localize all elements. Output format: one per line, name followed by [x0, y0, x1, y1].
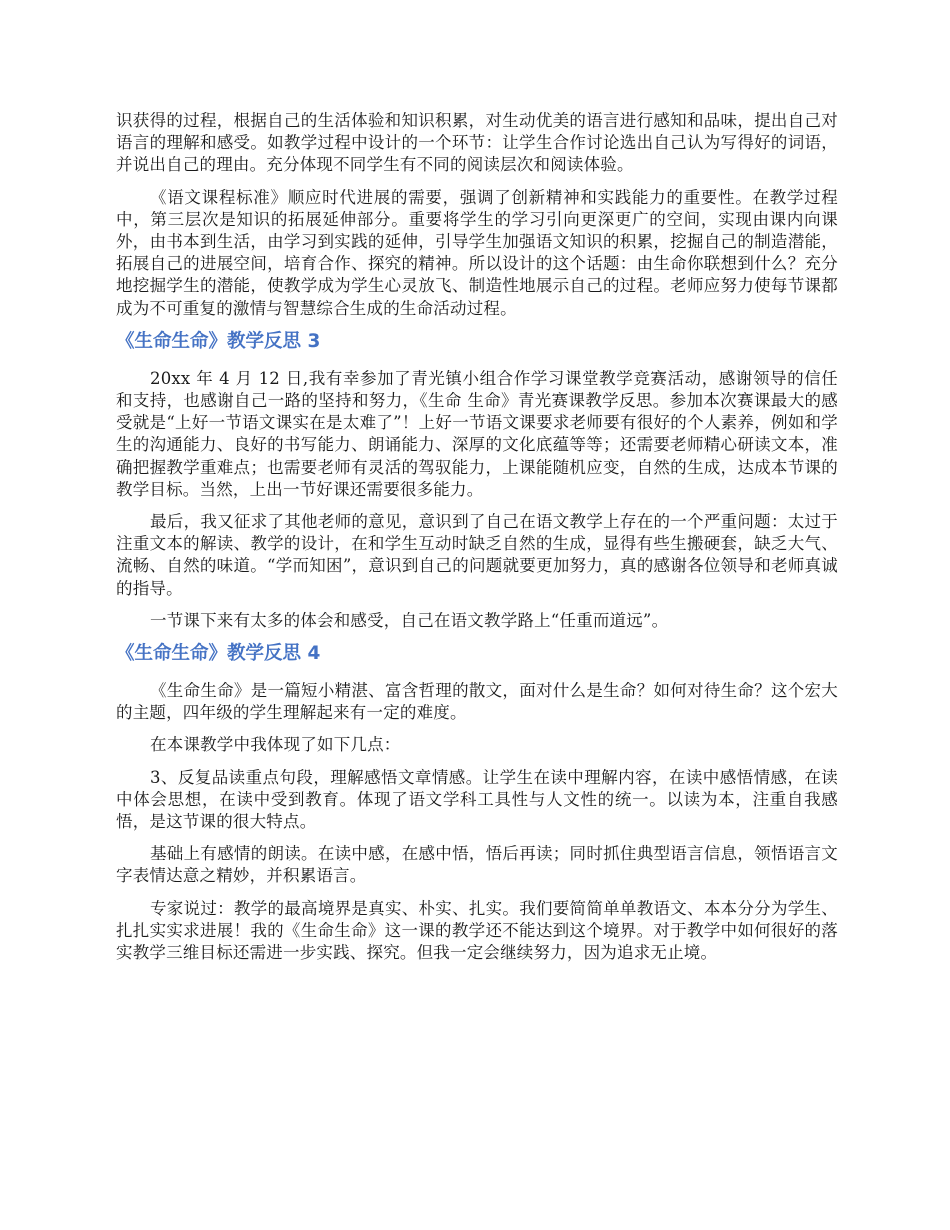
paragraph: 最后，我又征求了其他老师的意见，意识到了自己在语文教学上存在的一个严重问题：太过于注重文本的解读、教学的设计，在和学生互动时缺乏自然的生成，显得有些生搬硬套，缺乏大气、流畅、自然的味道。“学而知困”，意识到自己的问题就要更加努力，真的感谢各位领导和老师真诚的指导。: [116, 512, 838, 598]
paragraph: 一节课下来有太多的体会和感受，自己在语文教学路上“任重而道远”。: [150, 610, 669, 630]
section-heading: 《生命生命》教学反思 4: [116, 643, 321, 665]
paragraph: 识获得的过程，根据自己的生活体验和知识积累，对生动优美的语言进行感知和品味，提出自己对语言的理解和感受。如教学过程中设计的一个环节：让学生合作讨论选出自己认为写得好的词语，并说出自己的理由。充分体现不同学生有不同的阅读层次和阅读体验。: [116, 111, 838, 175]
document-page: [116, 110, 838, 974]
paragraph: 《生命生命》是一篇短小精湛、富含哲理的散文，面对什么是生命？如何对待生命？这个宏大的主题，四年级的学生理解起来有一定的难度。: [116, 681, 838, 723]
paragraph: 3、反复品读重点句段，理解感悟文章情感。让学生在读中理解内容，在读中感悟情感，在读中体会思想，在读中受到教育。体现了语文学科工具性与人文性的统一。以读为本，注重自我感悟，是这节课的很大特点。: [116, 767, 838, 832]
paragraph: 基础上有感情的朗读。在读中感，在感中悟，悟后再读；同时抓住典型语言信息，领悟语言文字表情达意之精妙，并积累语言。: [116, 844, 838, 886]
paragraph: 20xx 年 4 月 12 日,我有幸参加了青光镇小组合作学习课堂教学竞赛活动，感谢领导的信任和支持，也感谢自己一路的坚持和努力，《生命 生命》青光赛课教学反思。参加本次赛课最大的感受就是“上好一节语文课实在是太难了”！上好一节语文课要求老师要有很好的个人素养，例如和学生的沟通能力、良好的书写能力、朗诵能力、深厚的文化底蕴等等；还需要老师精心研读文本，准确把握教学重难点；也需要老师有灵活的驾驭能力，上课能随机应变，自然的生成，达成本节课的教学目标。当然，上出一节好课还需要很多能力。: [116, 368, 838, 499]
paragraph: 在本课教学中我体现了如下几点：: [150, 735, 401, 755]
paragraph: 专家说过：教学的最高境界是真实、朴实、扎实。我们要简简单单教语文、本本分分为学生、扎扎实实求进展！我的《生命生命》这一课的教学还不能达到这个境界。对于教学中如何很好的落实教学三维目标还需进一步实践、探究。但我一定会继续努力，因为追求无止境。: [116, 898, 838, 963]
paragraph: 《语文课程标准》顺应时代进展的需要，强调了创新精神和实践能力的重要性。在教学过程中，第三层次是知识的拓展延伸部分。重要将学生的学习引向更深更广的空间，实现由课内向课外，由书本到生活，由学习到实践的延伸，引导学生加强语文知识的积累，挖掘自己的制造潜能，拓展自己的进展空间，培育合作、探究的精神。所以设计的这个话题：由生命你联想到什么？充分地挖掘学生的潜能，使教学成为学生心灵放飞、制造性地展示自己的过程。老师应努力使每节课都成为不可重复的激情与智慧综合生成的生命活动过程。: [116, 187, 838, 318]
section-heading: 《生命生命》教学反思 3: [116, 330, 321, 352]
